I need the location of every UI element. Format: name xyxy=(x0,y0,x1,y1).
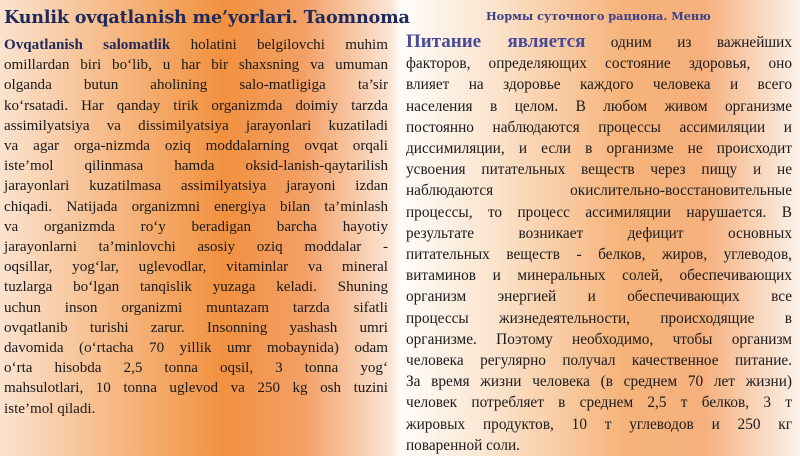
uzbek-line: tuzlarga bo‘lgan tanqislik yuzaga keladi. Shuning xyxy=(4,279,388,296)
russian-slide-title: Нормы суточного рациона. Меню xyxy=(486,9,711,23)
russian-line: витаминов и минеральных солей, обеспечивающих xyxy=(406,267,792,285)
russian-line: За время жизни человека (в среднем 70 лет жизни) xyxy=(406,373,792,391)
uzbek-line: Ovqatlanish salomatlik holatini belgilovchi muhim xyxy=(4,37,388,53)
uzbek-line: assimilyatsiya va dissimilyatsiya jarayonlari kuzatiladi xyxy=(4,117,388,134)
uzbek-line: va organizmda ro‘y beradigan barcha hayotiy xyxy=(4,218,388,235)
russian-line: человека регулярно получал качественное питание. xyxy=(406,352,792,370)
russian-line: влияет на здоровье каждого человека и всего xyxy=(406,76,792,94)
russian-line: населения в целом. В любом живом организме xyxy=(406,97,792,115)
russian-line: результате возникает дефицит основных xyxy=(406,224,792,242)
russian-line: процессы жизнедеятельности, происходящие в xyxy=(406,309,792,327)
uzbek-paragraph xyxy=(4,35,388,419)
russian-line: поваренной соли. xyxy=(406,436,520,454)
russian-line: постоянно наблюдаются процессы ассимиляции и xyxy=(406,118,792,136)
uzbek-slide-title: Kunlik ovqatlanish me’yorlari. Taomnoma xyxy=(4,7,410,28)
uzbek-line: davomida (o‘rtacha 70 yillik umr mobaynida) odam xyxy=(4,340,388,357)
uzbek-line: mahsulotlari, 10 tonna uglevod va 250 kg osh tuzini xyxy=(4,380,388,397)
uzbek-line: olganda butun aholining salo-matligiga ta’sir xyxy=(4,77,388,94)
russian-line: жировых продуктов, 10 т углеводов и 250 кг xyxy=(406,415,792,433)
uzbek-line: omillardan biri bo‘lib, u har bir shaxsning va umuman xyxy=(4,57,388,74)
russian-line: питательных веществ - белков, жиров, углеводов, xyxy=(406,246,792,264)
uzbek-line: jarayonlarni ta’minlovchi asosiy oziq moddalar - xyxy=(4,239,388,256)
russian-line: факторов, определяющих состояние здоровья, оно xyxy=(406,55,792,73)
uzbek-lead-phrase: Ovqatlanish salomatlik xyxy=(4,37,171,53)
uzbek-line: chiqadi. Natijada organizmni energiya bilan ta’minlash xyxy=(4,198,388,215)
uzbek-line: uchun inson organizmi muntazam tarzda sifatli xyxy=(4,299,388,316)
russian-line: процессы, то процесс ассимиляции нарушается. В xyxy=(406,203,792,221)
uzbek-line: ko‘rsatadi. Har qanday tirik organizmda doimiy tarzda xyxy=(4,97,388,114)
russian-line: наблюдаются окислительно-восстановительные xyxy=(406,182,792,200)
russian-line: диссимиляции, и если в организме не происходит xyxy=(406,140,792,158)
russian-paragraph xyxy=(406,31,792,456)
russian-line: человек потребляет в среднем 2,5 т белков, 3 т xyxy=(406,394,792,412)
russian-lead-phrase: Питание является xyxy=(406,31,586,52)
russian-line: усвоения питательных веществ через пищу и не xyxy=(406,161,792,179)
uzbek-line: o‘rta hisobda 2,5 tonna oqsil, 3 tonna yog‘ xyxy=(4,360,388,377)
russian-line: организм энергией и обеспечивающих все xyxy=(406,288,792,306)
russian-line: организме. Поэтому необходимо, чтобы организм xyxy=(406,330,792,348)
uzbek-line: jarayonlari kuzatilmasa assimilyatsiya jarayoni izdan xyxy=(4,178,388,195)
russian-line: Питание является одним из важнейших xyxy=(406,31,793,52)
uzbek-line: oqsillar, yog‘lar, uglevodlar, vitaminlar va mineral xyxy=(4,259,388,276)
uzbek-line: va agar orga-nizmda oziq moddalarning ovqat orqali xyxy=(4,138,388,155)
uzbek-line: iste’mol qiladi. xyxy=(4,400,96,417)
uzbek-line: ovqatlanib turishi zarur. Insonning yashash umri xyxy=(4,319,388,336)
uzbek-line: iste’mol qilinmasa hamda oksid-lanish-qaytarilish xyxy=(4,158,388,175)
